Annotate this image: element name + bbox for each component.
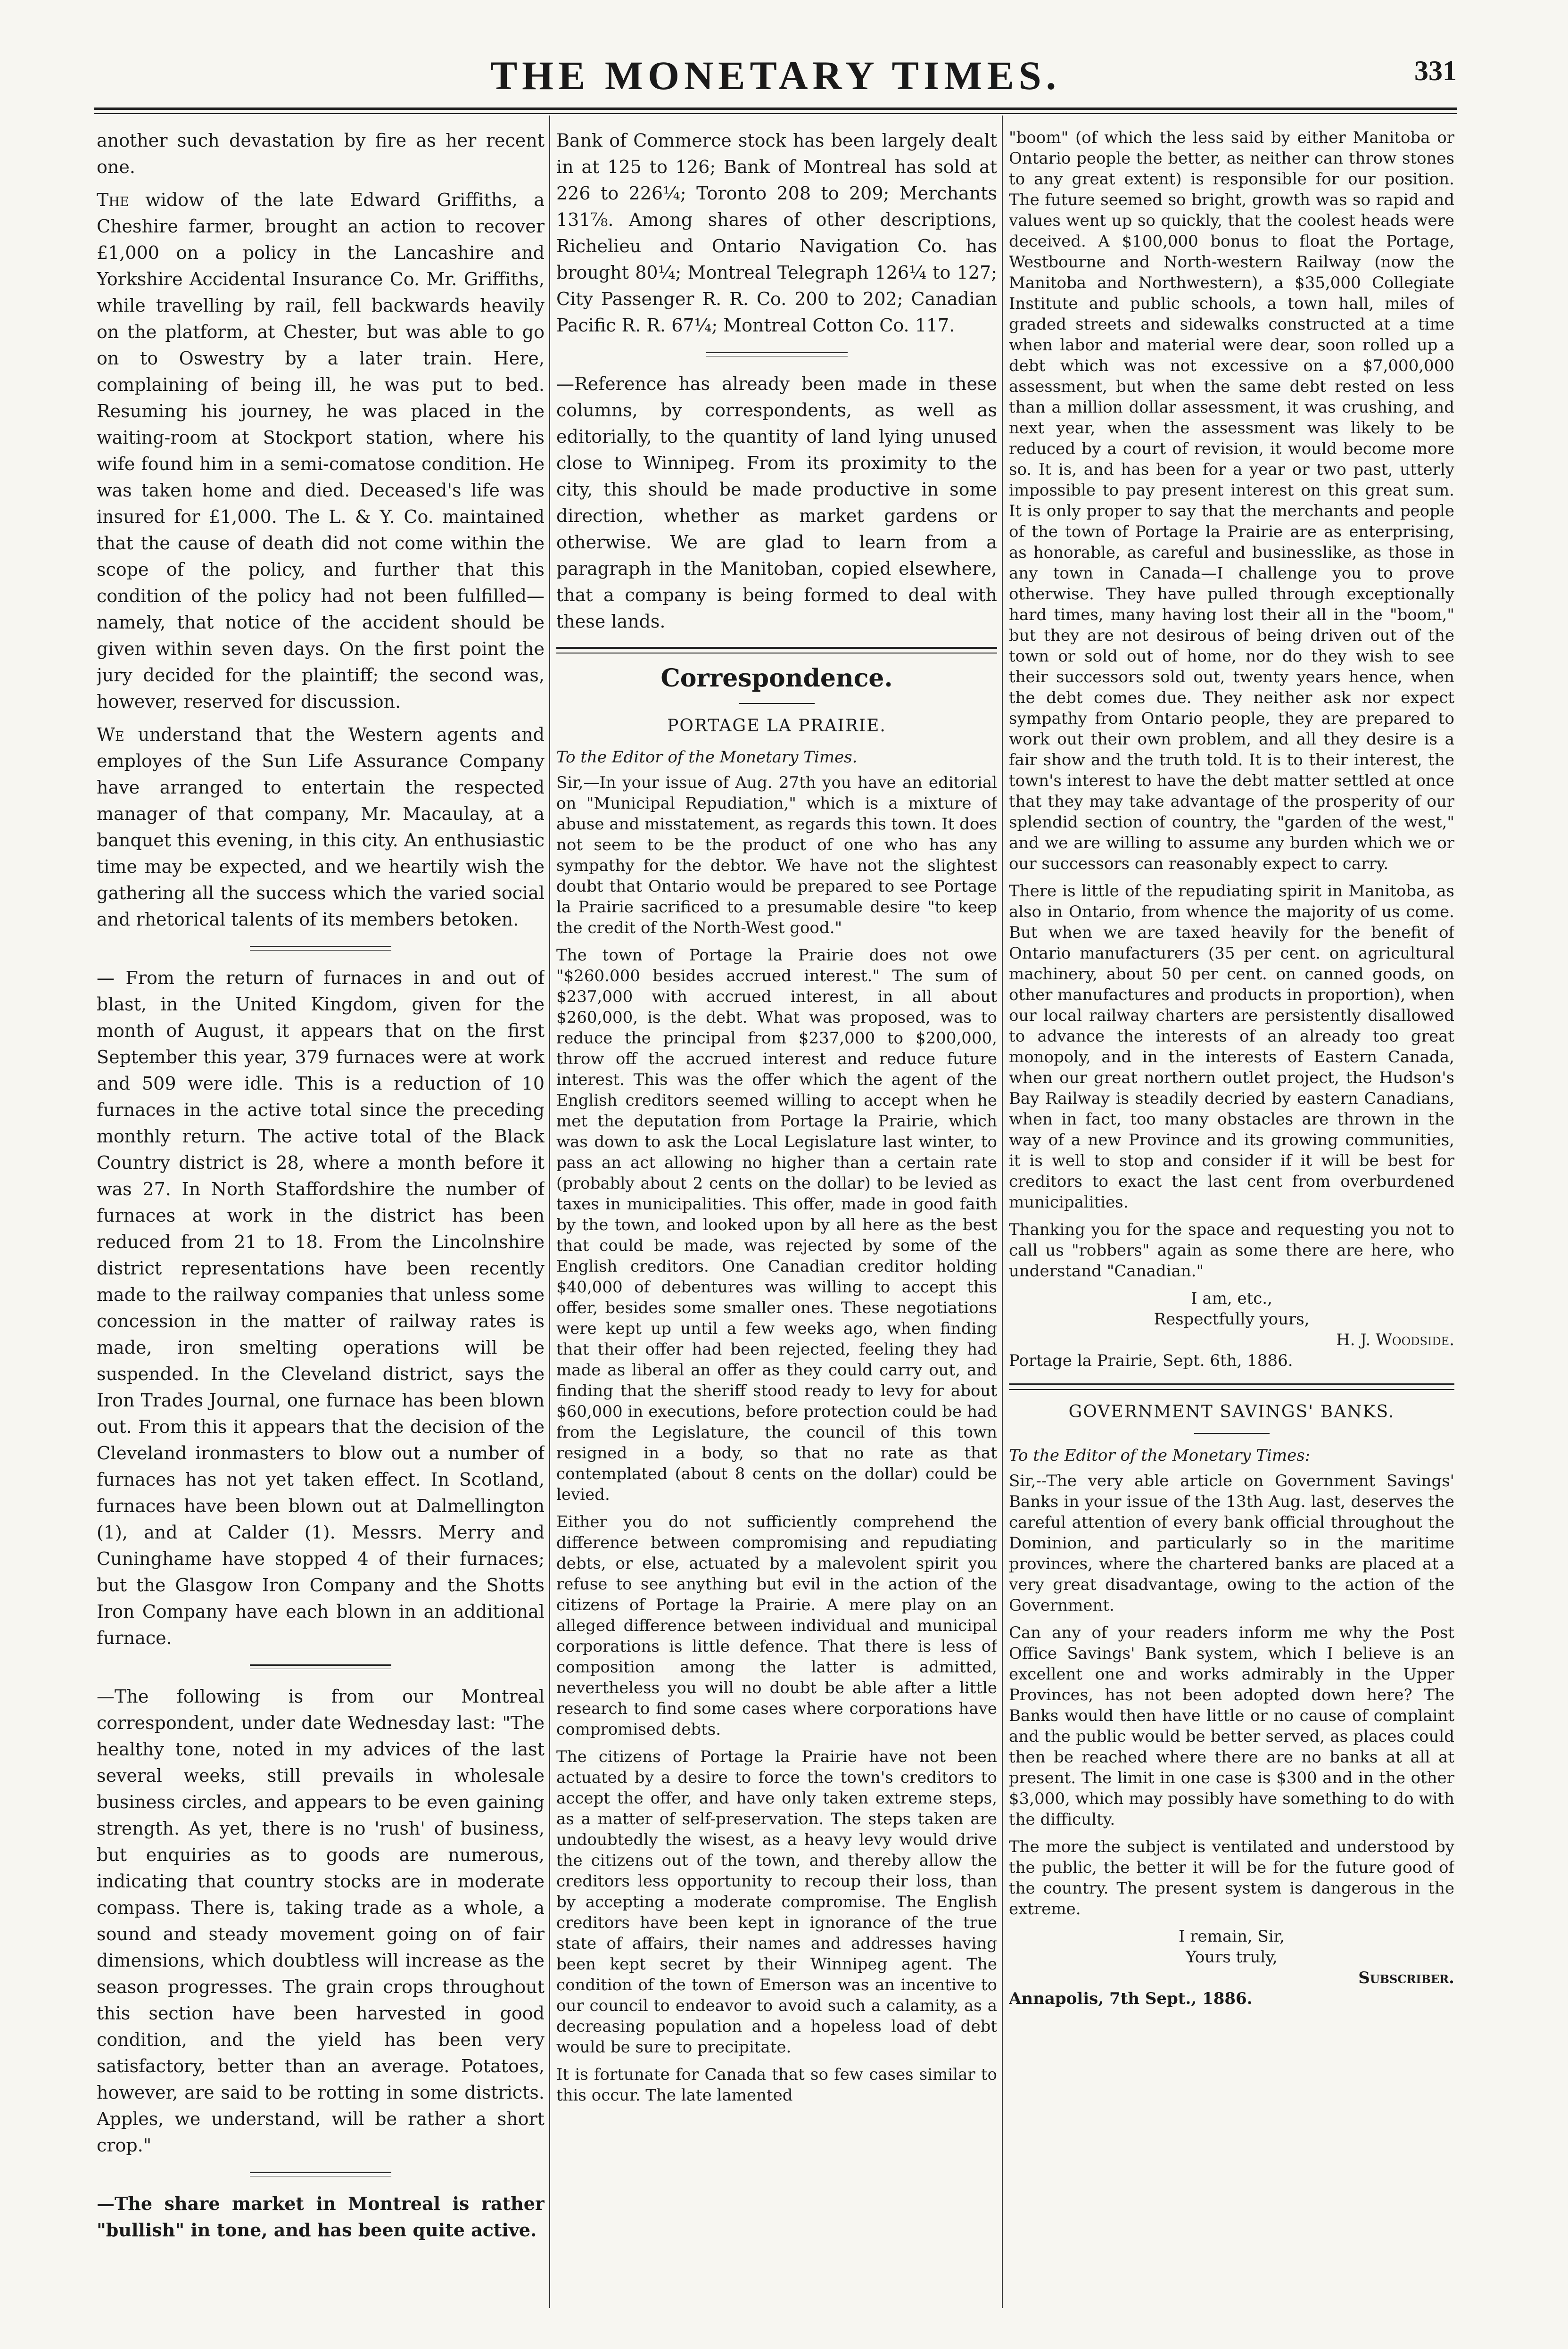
page-number: 331 — [1414, 55, 1457, 86]
column-divider-1 — [549, 116, 550, 2308]
paragraph: Can any of your readers inform me why the Post Office Savings' Bank system, which I believe is an excellent one and works admirably in the Upper Provinces, has not been adopted down here? The Banks would then have little or no cause of complaint and the public would be better served, as places could then be reached where there are no banks at all at present. The limit in one case is $300 and in the other $3,000, which may possibly have something to do with the difficulty. — [1009, 1623, 1454, 1829]
signature-name: H. J. Woodside. — [1336, 1331, 1454, 1349]
paragraph: — From the return of furnaces in and out of blast, in the United Kingdom, given for the month of August, it appears that on the first September this year, 379 furnaces were at work and 509 were idle. This is a reduction of 10 furnaces in the active total since the preceding monthly return. The active total of the Black Country district is 28, where a month before it was 27. In North Staffordshire the number of furnaces at work in the district has been reduced from 21 to 18. From the Lincolnshire district representations have been recently made to the railway companies that unless some concession in the matter of railway rates is made, iron smelting operations will be suspended. In the Cleveland district, says the Iron Trades Journal, one furnace has been blown out. From this it appears that the decision of the Cleveland ironmasters to blow out a number of furnaces has not yet taken effect. In Scotland, furnaces have been blown out at Dalmellington (1), and at Calder (1). Messrs. Merry and Cuninghame have stopped 4 of their furnaces; but the Glasgow Iron Company and the Shotts Iron Company have each blown in an additional furnace. — [97, 968, 545, 1648]
letter-heading: GOVERNMENT SAVINGS' BANKS. — [1068, 1402, 1395, 1422]
dateline: Annapolis, 7th Sept., 1886. — [1009, 1989, 1253, 2008]
paragraph: another such devastation by fire as her recent one. — [97, 130, 545, 177]
paragraph: The more the subject is ventilated and understood by the public, the better it will be for the future good of the country. The present system is dangerous in the extreme. — [1009, 1837, 1454, 1919]
letter-salutation: To the Editor of the Monetary Times. — [556, 748, 858, 767]
paragraph: There is little of the repudiating spirit in Manitoba, as also in Ontario, from whence the majority of us come. But when we are taxed heavily for the benefit of Ontario manufacturers (35 per cent. on agricultural machinery, about 50 per cent. on canned goods, on other manufactures and products in proportion), when our local railway charters are persistently disallowed to advance the interests of an already too great monopoly, and in the interests of Eastern Canada, when our great northern outlet project, the Hudson's Bay Railway is steadily decried by eastern Canadians, when in fact, too many obstacles are thrown in the way of a new Province and its growing communities, it is well to stop and consider if it will be best for creditors to exact the last cent from overburdened municipalities. — [1009, 882, 1454, 1212]
paragraph — [97, 721, 545, 933]
header-rule-thin — [94, 113, 1457, 114]
paragraph: Sir,--The very able article on Government Savings' Banks in your issue of the 13th Aug. last, deserves the careful attention of every bank official throughout the Dominion, and particularly so in the maritime provinces, where the chartered banks are placed at a very great disadvantage, owing to the action of the Government. — [1009, 1472, 1454, 1615]
paragraph: Either you do not sufficiently comprehend the difference between compromising and repudiating debts, or else, actuated by a malevolent spirit you refuse to see anything but evil in the action of the citizens of Portage la Prairie. A mere play on an alleged difference between individual and municipal corporations is little defence. That there is less of composition among the latter is admitted, nevertheless you will no doubt be able after a little research to find some cases where corporations have compromised debts. — [556, 1513, 997, 1739]
column-middle — [556, 127, 997, 2112]
section-rule — [1009, 1383, 1454, 1390]
letter-heading: PORTAGE LA PRAIRIE. — [667, 716, 886, 736]
heading-rule — [1194, 1433, 1270, 1434]
paragraph: —Reference has already been made in these columns, by correspondents, as well as editorially, to the quantity of land lying unused close to Winnipeg. From its proximity to the city, this should be made productive in some direction, whether as market gardens or otherwise. We are glad to learn from a paragraph in the Manitoban, copied elsewhere, that a company is being formed to deal with these lands. — [556, 373, 997, 632]
separator-rule — [706, 352, 848, 356]
lead-word: The — [97, 190, 129, 210]
paragraph: —The following is from our Montreal correspondent, under date Wednesday last: "The healthy tone, noted in my advices of the last several weeks, still prevails in wholesale business circles, and appears to be even gaining strength. As yet, there is no 'rush' of business, but enquiries as to goods are numerous, indicating that country stocks are in moderate compass. There is, taking trade as a whole, a sound and steady movement going on of fair dimensions, which doubtless will increase as the season progresses. The grain crops throughout this section have been harvested in good condition, and the yield has been very satisfactory, better than an average. Potatoes, however, are said to be rotting in some districts. Apples, we understand, will be rather a short crop." — [97, 1686, 545, 2156]
column-right — [1009, 127, 1454, 2014]
paragraph: Thanking you for the space and requesting you not to call us "robbers" again as some there are here, who understand "Canadian." — [1009, 1220, 1454, 1281]
section-rule — [556, 647, 997, 653]
paragraph-text: widow of the late Edward Griffiths, a Cheshire farmer, brought an action to recover £1,000 on a policy in the Lancashire and Yorkshire Accidental Insurance Co. Mr. Griffiths, while travelling by rail, fell backwards heavily on the platform, at Chester, but was able to go on to Oswestry by a later train. Here, complaining of being ill, he was put to bed. Resuming his journey, he was placed in the waiting-room at Stockport station, where his wife found him in a semi-comatose condition. He was taken home and died. Deceased's life was insured for £1,000. The L. & Y. Co. maintained that the cause of death did not come within the scope of the policy, and further that this condition of the policy had not been fulfilled—namely, that notice of the accident should be given within seven days. On the first point the jury decided for the plaintiff; the second was, however, reserved for discussion. — [97, 190, 545, 712]
paragraph: Bank of Commerce stock has been largely dealt in at 125 to 126; Bank of Montreal has sold at 226 to 226¼; Toronto 208 to 209; Merchants 131⅞. Among shares of other descriptions, Richelieu and Ontario Navigation Co. has brought 80¼; Montreal Telegraph 126¼ to 127; City Passenger R. R. Co. 200 to 202; Canadian Pacific R. R. 67¼; Montreal Cotton Co. 117. — [556, 130, 997, 336]
heading-rule — [739, 703, 815, 704]
paragraph-text: understand that the Western agents and employes of the Sun Life Assurance Company have arranged to entertain the respected manager of that company, Mr. Macaulay, at a banquet this evening, in this city. An enthusiastic time may be expected, and we heartily wish the gathering all the success which the varied social and rhetorical talents of its members betoken. — [97, 724, 545, 930]
separator-rule — [250, 2172, 391, 2176]
newspaper-title: THE MONETARY TIMES. — [490, 53, 1061, 98]
column-divider-2 — [1002, 116, 1003, 2308]
section-heading: Correspondence. — [660, 664, 893, 693]
paragraph: The citizens of Portage la Prairie have not been actuated by a desire to force the town's creditors to accept the offer, and have only taken extreme steps, as a matter of self-preservation. The steps taken are undoubtedly the wisest, as a heavy levy would drive the citizens out of the town, and thereby allow the creditors less opportunity to recoup their loss, than by accepting a moderate compromise. The English creditors have been kept in ignorance of the true state of affairs, their names and addresses having been kept secret by their Winnipeg agent. The condition of the town of Emerson was an incentive to our council to endeavor to avoid such a calamity, as a decreasing population and a hopeless load of debt would be sure to precipitate. — [556, 1747, 997, 2057]
letter-salutation: To the Editor of the Monetary Times: — [1009, 1446, 1311, 1465]
signature-line: Yours truly, — [1186, 1948, 1278, 1967]
signature-line: Respectfully yours, — [1154, 1310, 1310, 1329]
paragraph: —The share market in Montreal is rather "bullish" in tone, and has been quite active. — [97, 2193, 545, 2241]
separator-rule — [250, 946, 391, 951]
paragraph — [97, 187, 545, 715]
header-rule — [94, 108, 1457, 110]
separator-rule — [250, 1664, 391, 1669]
masthead — [94, 52, 1457, 108]
paragraph: "boom" (of which the less said by either Manitoba or Ontario people the better, as neither can throw stones to any great extent) is responsible for our position. The future seemed so bright, growth was so rapid and values went up so quickly, that the coolest heads were deceived. A $100,000 bonus to float the Portage, Westbourne and North-western Railway (now the Manitoba and Northwestern), a $35,000 Collegiate Institute and public schools, a town hall, miles of graded streets and sidewalks constructed at a time when labor and material were dear, soon rolled up a debt which was not excessive on a $7,000,000 assessment, but when the same debt rested on less than a million dollar assessment, it was crushing, and next year, when the assessment was likely to be reduced by a court of revision, it would become more so. It is, and has been for a year or two past, utterly impossible to pay present interest on this great sum. It is only proper to say that the merchants and people of the town of Portage la Prairie are as enterprising, as honorable, as careful and businesslike, as those in any town in Canada—I challenge you to prove otherwise. They have pulled through exceptionally hard times, many having lost their all in the "boom," but they are not desirous of being driven out of the town or sold out of home, nor do they wish to see their successors sold out, twenty years hence, when the debt comes due. They neither ask nor expect sympathy from Ontario people, they are prepared to work out their own problem, and all they desire is a fair show and the truth told. It is to their interest, the town's interest to have the debt matter settled at once that they may take advantage of the prosperity of our splendid section of country, the "garden of the west," and we are willing to assume any burden which we or our successors can reasonably expect to carry. — [1009, 128, 1454, 873]
lead-word: We — [97, 724, 124, 745]
column-left — [97, 127, 545, 2250]
signature-name: Subscriber. — [1358, 1969, 1454, 1987]
paragraph: It is fortunate for Canada that so few cases similar to this occur. The late lamented — [556, 2065, 997, 2105]
paragraph: The town of Portage la Prairie does not owe "$260.000 besides accrued interest." The sum of $237,000 with accrued interest, in all about $260,000, is the debt. What was proposed, was to reduce the principal from $237,000 to $200,000, throw off the accrued interest and reduce future interest. This was the offer which the agent of the English creditors seemed willing to accept when he met the deputation from Portage la Prairie, which was down to ask the Local Legislature last winter, to pass an act allowing no higher than a certain rate (probably about 2 cents on the dollar) to be levied as taxes in municipalities. This offer, made in good faith by the town, and looked upon by all here as the best that could be made, was rejected by some of the English creditors. One Canadian creditor holding $40,000 of debentures was willing to accept this offer, besides some smaller ones. These negotiations were kept up until a few weeks ago, when finding that their offer had been rejected, feeling they had made as liberal an offer as they could carry out, and finding that the sheriff stood ready to levy for about $60,000 in executions, before protection could be had from the Legislature, the council of this town resigned in a body, so that no rate as that contemplated (about 8 cents on the dollar) could be levied. — [556, 946, 997, 1504]
signature-line: I remain, Sir, — [1178, 1927, 1285, 1946]
dateline: Portage la Prairie, Sept. 6th, 1886. — [1009, 1351, 1293, 1370]
paragraph: Sir,—In your issue of Aug. 27th you have an editorial on "Municipal Repudiation," which is a mixture of abuse and misstatement, as regards this town. It does not seem to be the product of one who has any sympathy for the debtor. We have not the slightest doubt that Ontario would be prepared to see Portage la Prairie sacrificed to a presumable desire "to keep the credit of the North-West good." — [556, 773, 997, 937]
signature-line: I am, etc., — [1191, 1289, 1272, 1308]
